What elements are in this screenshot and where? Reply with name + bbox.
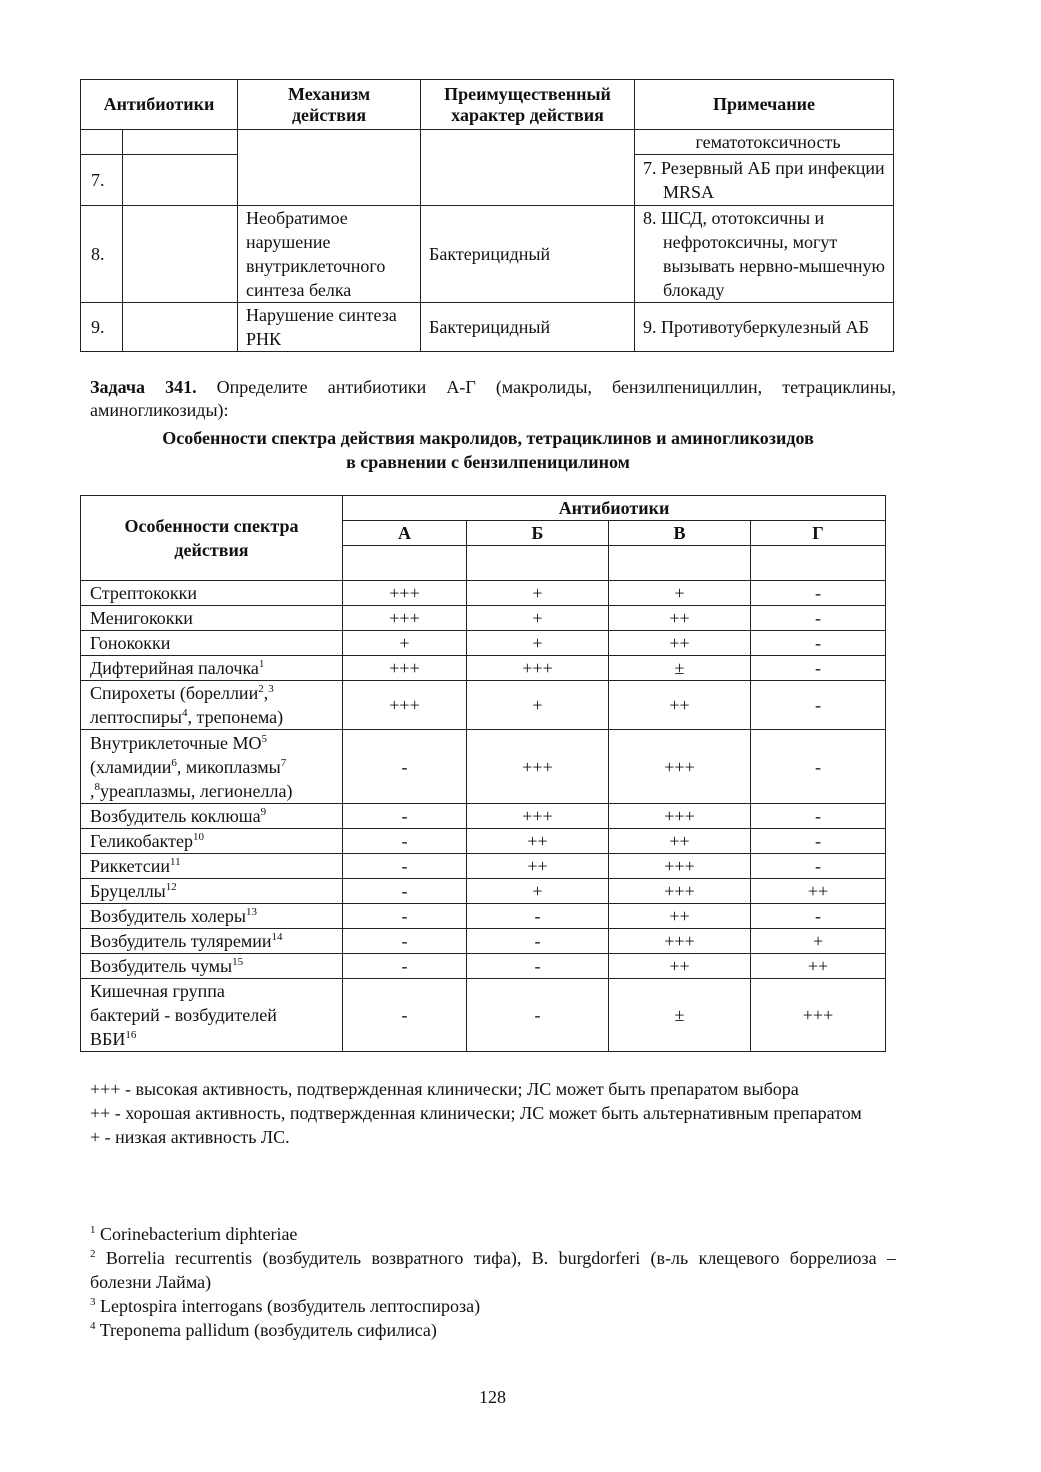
activity-value: - <box>751 656 886 681</box>
table-row <box>81 606 886 631</box>
activity-value: +++ <box>609 804 751 829</box>
activity-value: +++ <box>343 681 467 730</box>
table-row <box>81 829 886 854</box>
legend-item: ++ - хорошая активность, подтвержденная клинически; ЛС может быть альтернативным препаратом <box>90 1103 862 1123</box>
activity-value: +++ <box>609 879 751 904</box>
activity-value: ++ <box>609 681 751 730</box>
activity-value: + <box>609 581 751 606</box>
activity-value: - <box>343 829 467 854</box>
activity-value: ++ <box>467 829 609 854</box>
column-header: В <box>609 521 751 546</box>
mechanism-cell: Необратимое нарушение внутриклеточного синтеза белка <box>238 206 421 303</box>
row-label: Кишечная группа бактерий - возбудителей ВБИ$^{16}$ <box>81 979 343 1052</box>
activity-value: - <box>343 879 467 904</box>
table-row <box>81 730 886 804</box>
activity-value: +++ <box>467 804 609 829</box>
row-number: 8. <box>81 206 123 303</box>
activity-value: ++ <box>751 879 886 904</box>
column-header: А <box>343 521 467 546</box>
table-row <box>81 854 886 879</box>
activity-value: - <box>751 581 886 606</box>
activity-value: - <box>343 804 467 829</box>
legend-item: + - низкая активность ЛС. <box>90 1127 290 1147</box>
activity-value: + <box>467 581 609 606</box>
activity-value: ++ <box>609 829 751 854</box>
activity-value: ++ <box>751 954 886 979</box>
footnote: $^1$ Corinebacterium diphteriae <box>90 1224 298 1244</box>
column-header: Г <box>751 521 886 546</box>
table-row <box>81 929 886 954</box>
activity-value: +++ <box>343 656 467 681</box>
activity-value: - <box>751 804 886 829</box>
activity-value: - <box>751 854 886 879</box>
activity-value: - <box>343 904 467 929</box>
activity-value: + <box>343 631 467 656</box>
row-label: Спирохеты (бореллии$^2$,$^3$ лептоспиры$^4$, трепонема) <box>81 681 343 730</box>
antibiotics-mechanism-table <box>80 79 894 352</box>
activity-value: - <box>343 929 467 954</box>
row-label: Возбудитель чумы$^{15}$ <box>81 954 343 979</box>
header-character: Преимущественный характер действия <box>421 80 635 130</box>
activity-value: - <box>751 681 886 730</box>
character-cell: Бактерицидный <box>421 303 635 352</box>
activity-value: - <box>343 979 467 1052</box>
activity-value: ++ <box>609 904 751 929</box>
row-label: Геликобактер$^{10}$ <box>81 829 343 854</box>
task-text: Определите антибиотики А-Г (макролиды, бензилпенициллин, тетрациклины, аминогликозиды): <box>90 377 896 420</box>
activity-value: + <box>467 879 609 904</box>
activity-value: ++ <box>467 854 609 879</box>
table-row <box>81 303 894 352</box>
activity-value: + <box>467 606 609 631</box>
header-mechanism: Механизм действия <box>238 80 421 130</box>
activity-value: - <box>751 631 886 656</box>
note-cell: 7. Резервный АБ при инфекции MRSA <box>635 155 894 206</box>
column-header: Б <box>467 521 609 546</box>
table-row <box>81 206 894 303</box>
row-label: Менигококки <box>81 606 343 631</box>
mechanism-cell: Нарушение синтеза РНК <box>238 303 421 352</box>
activity-value: +++ <box>343 581 467 606</box>
table-caption: Особенности спектра действия макролидов, тетрациклинов и аминогликозидов в сравнении с бензилпеницилином <box>162 428 814 472</box>
row-label: Дифтерийная палочка$^1$ <box>81 656 343 681</box>
table-row <box>81 954 886 979</box>
row-label: Риккетсии$^{11}$ <box>81 854 343 879</box>
activity-value: +++ <box>343 606 467 631</box>
row-number: 7. <box>81 155 123 206</box>
page-number: 128 <box>479 1387 506 1407</box>
row-number: 9. <box>81 303 123 352</box>
activity-value: - <box>467 954 609 979</box>
table-row <box>81 879 886 904</box>
row-label: Возбудитель холеры$^{13}$ <box>81 904 343 929</box>
activity-value: +++ <box>609 854 751 879</box>
activity-value: - <box>751 904 886 929</box>
task-heading: Задача 341. <box>90 377 197 397</box>
activity-value: - <box>343 954 467 979</box>
table-row <box>81 656 886 681</box>
activity-value: - <box>751 829 886 854</box>
activity-value: - <box>467 929 609 954</box>
table-row <box>81 681 886 730</box>
footnote: $^3$ Leptospira interrogans (возбудитель лептоспироза) <box>90 1296 481 1316</box>
note-cell: гематотоксичность <box>635 130 894 155</box>
activity-value: - <box>467 979 609 1052</box>
task-paragraph <box>90 376 896 422</box>
row-label: Возбудитель коклюша$^9$ <box>81 804 343 829</box>
activity-value: ± <box>609 979 751 1052</box>
table-row <box>81 979 886 1052</box>
activity-value: - <box>343 854 467 879</box>
activity-value: ± <box>609 656 751 681</box>
row-label: Бруцеллы$^{12}$ <box>81 879 343 904</box>
activity-value: +++ <box>467 730 609 804</box>
row-label: Внутриклеточные $МО^5$ (хламидии$^6$, микоплазмы$^7$ ,$^8$уреаплазмы, легионелла) <box>81 730 343 804</box>
note-cell: 8. ШСД, ототоксичны и нефротоксичны, могут вызывать нервно-мышечную блокаду <box>635 206 894 303</box>
footnote: $^4$ Treponema pallidum (возбудитель сифилиса) <box>90 1320 437 1340</box>
activity-value: + <box>467 631 609 656</box>
footnote: $^2$ Borrelia recurrentis (возбудитель возвратного тифа), B. burgdorferi (в-ль клещевого боррелиоза – болезни Лайма) <box>90 1248 896 1292</box>
row-label: Возбудитель туляремии$^{14}$ <box>81 929 343 954</box>
activity-value: + <box>751 929 886 954</box>
header-spectrum-features: Особенности спектра действия <box>81 496 343 581</box>
table-row <box>81 631 886 656</box>
table-row <box>81 904 886 929</box>
spectrum-table <box>80 495 886 1052</box>
row-label: Стрептококки <box>81 581 343 606</box>
header-antibiotics-group: Антибиотики <box>343 496 886 521</box>
header-note: Примечание <box>635 80 894 130</box>
table-row <box>81 581 886 606</box>
activity-value: +++ <box>751 979 886 1052</box>
note-cell: 9. Противотуберкулезный АБ <box>635 303 894 352</box>
header-antibiotics: Антибиотики <box>81 80 238 130</box>
activity-value: + <box>467 681 609 730</box>
table-row <box>81 804 886 829</box>
activity-value: ++ <box>609 954 751 979</box>
character-cell: Бактерицидный <box>421 206 635 303</box>
row-label: Гонококки <box>81 631 343 656</box>
activity-value: +++ <box>609 730 751 804</box>
footnotes <box>90 1222 896 1342</box>
activity-value: ++ <box>609 631 751 656</box>
activity-value: ++ <box>609 606 751 631</box>
activity-value: - <box>343 730 467 804</box>
activity-value: - <box>751 606 886 631</box>
activity-value: +++ <box>467 656 609 681</box>
legend <box>90 1077 896 1149</box>
activity-value: - <box>467 904 609 929</box>
activity-value: +++ <box>609 929 751 954</box>
legend-item: +++ - высокая активность, подтвержденная клинически; ЛС может быть препаратом выбора <box>90 1079 799 1099</box>
activity-value: - <box>751 730 886 804</box>
